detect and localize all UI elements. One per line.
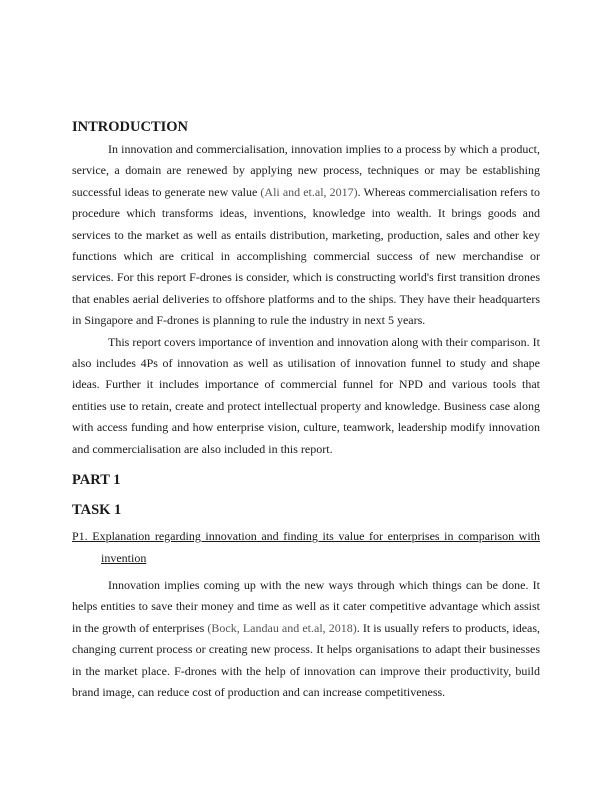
introduction-paragraph-1-text-a: In innovation and commercialisation, innovation implies to a process by which a product, service, a domain are renewed by applying new process, techniques or may be establishing successful ideas to generate new value	[72, 142, 540, 199]
citation-bock-2018: (Bock, Landau and et.al, 2018)	[207, 620, 357, 635]
task-1-paragraph-text-a: Innovation implies coming up with the new ways through which things can be done. It helps entities to save their money and time as well as it cater competitive advantage which assist in the growth of enterprises	[72, 577, 540, 635]
citation-ali-2017: (Ali and et.al, 2017)	[260, 184, 358, 199]
introduction-paragraph-1	[72, 139, 540, 332]
introduction-heading: INTRODUCTION	[72, 119, 189, 135]
task-1-paragraph	[72, 575, 540, 703]
task-1-paragraph-text-b: . It is usually refers to products, ideas, changing current process or creating new process. It helps organisations to adapt their businesses in the market place. F-drones with the help of innovation can improve their productivity, build brand image, can reduce cost of production and can increase competitiveness.	[72, 620, 541, 699]
p1-subheading: P1. Explanation regarding innovation and finding its value for enterprises in comparison with invention	[72, 529, 540, 565]
document-page	[72, 117, 540, 703]
introduction-paragraph-2: This report covers importance of invention and innovation along with their comparison. It also includes 4Ps of innovation as well as utilisation of innovation funnel to study and shape ideas. Further it includes importance of commercial funnel for NPD and various tools that entities use to retain, create and protect intellectual property and knowledge. Business case along with access funding and how enterprise vision, culture, teamwork, leadership modify innovation and commercialisation are also included in this report.	[72, 334, 540, 456]
task-1-heading: TASK 1	[72, 502, 122, 519]
introduction-paragraph-1-text-b: . Whereas commercialisation refers to procedure which transforms ideas, inventions, knowledge into wealth. It brings goods and services to the market as well as entails distribution, marketing, production, sales and other key functions which are critical in accomplishing commercial success of new merchandise or services. For this report F-drones is consider, which is constructing world's first transition drones that enables aerial deliveries to offshore platforms and to the ships. They have their headquarters in Singapore and F-drones is planning to rule the industry in next 5 years.	[72, 184, 540, 328]
part-1-heading: PART 1	[72, 472, 121, 489]
